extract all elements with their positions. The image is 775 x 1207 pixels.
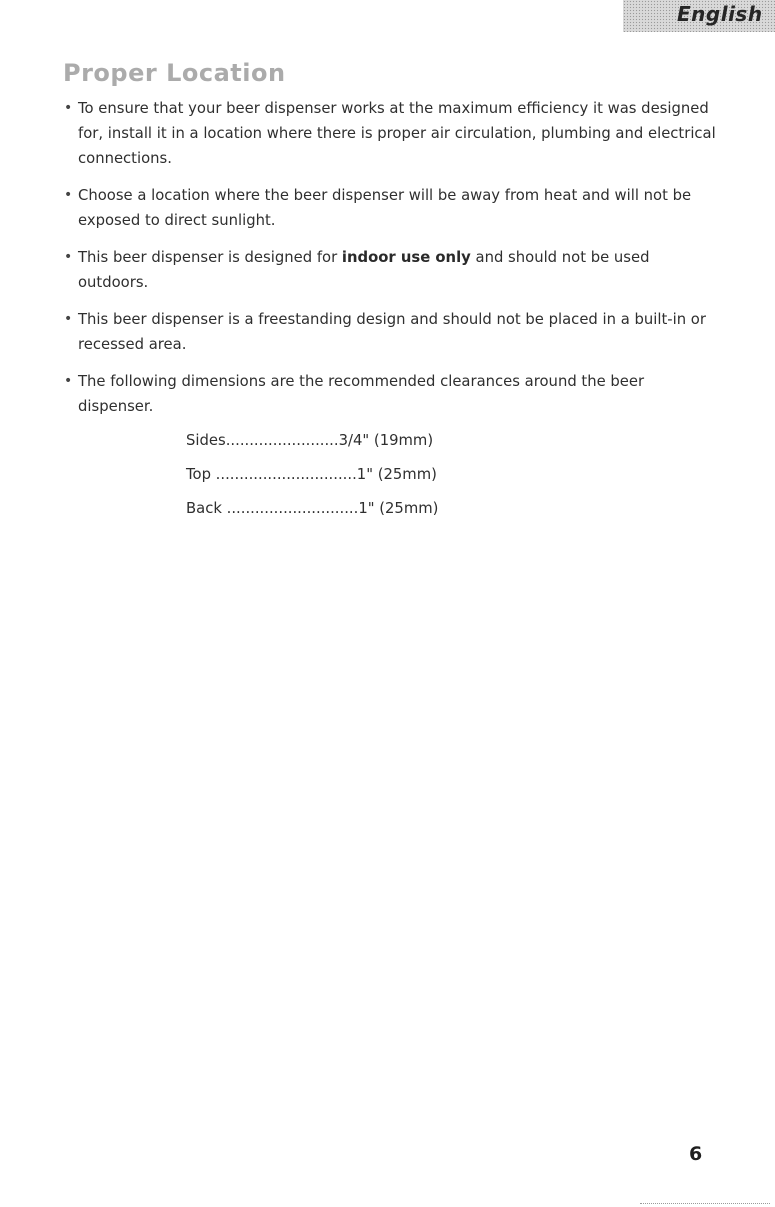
bullet-text: To ensure that your beer dispenser works at the maximum efficiency it was designed for, install it in a location where there is proper air circulation, plumbing and electrical connections. xyxy=(78,100,716,167)
bullet-text: This beer dispenser is a freestanding design and should not be placed in a built-in or recessed area. xyxy=(78,311,706,353)
footer-rule xyxy=(640,1203,770,1204)
bullet-sunlight xyxy=(64,183,724,233)
bullet-clearances xyxy=(64,369,724,419)
bullet-dot-icon: • xyxy=(64,187,73,203)
bullet-indoor-use xyxy=(64,245,724,295)
bullet-text: Choose a location where the beer dispenser will be away from heat and will not be exposed to direct sunlight. xyxy=(78,187,692,229)
bullet-dot-icon: • xyxy=(64,373,73,389)
bullet-text: The following dimensions are the recommended clearances around the beer dispenser. xyxy=(78,373,645,415)
language-label: English xyxy=(677,2,763,26)
clearance-top: Top ..............................1" (25mm) xyxy=(186,466,437,483)
bullet-dot-icon: • xyxy=(64,249,73,265)
bullet-dot-icon: • xyxy=(64,100,73,116)
bullet-text-before: This beer dispenser is designed for xyxy=(78,249,342,266)
bullet-text-after: and should not be used outdoors. xyxy=(78,249,650,291)
clearance-back: Back ............................1" (25mm) xyxy=(186,500,439,517)
bullet-freestanding xyxy=(64,307,724,357)
bullet-dot-icon: • xyxy=(64,311,73,327)
page-number: 6 xyxy=(689,1143,703,1165)
bullet-list xyxy=(64,96,724,431)
clearance-sides: Sides........................3/4" (19mm) xyxy=(186,432,434,449)
bullet-air-circulation xyxy=(64,96,724,171)
section-title: Proper Location xyxy=(63,59,286,87)
clearance-list xyxy=(186,432,438,534)
indoor-use-emphasis: indoor use only xyxy=(341,249,471,266)
